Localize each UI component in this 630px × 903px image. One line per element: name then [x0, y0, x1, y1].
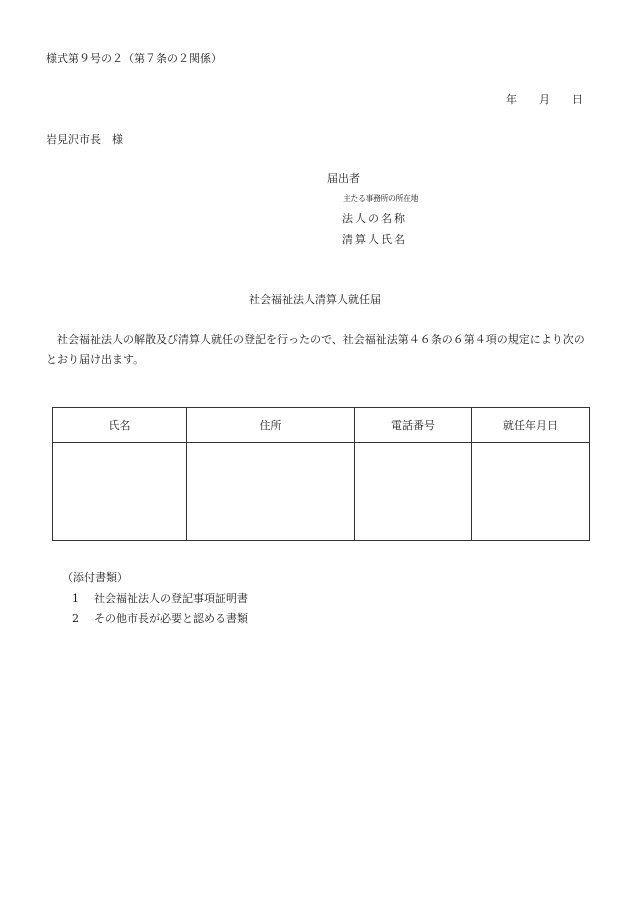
- cell-name[interactable]: [53, 443, 187, 541]
- addressee: 岩見沢市長 様: [46, 133, 123, 146]
- form-number: 様式第９号の２（第７条の２関係）: [46, 52, 222, 65]
- corporation-name-label: 法人の名称: [342, 212, 407, 225]
- liquidator-table: [52, 407, 590, 541]
- date-line: [506, 91, 583, 107]
- header-appointment-date: 就任年月日: [472, 408, 590, 443]
- attachment-text: その他市長が必要と認める書類: [94, 612, 248, 625]
- header-name: 氏名: [53, 408, 187, 443]
- attachments-heading: （添付書類）: [62, 571, 128, 584]
- attachment-item: [72, 610, 248, 626]
- header-phone: 電話番号: [355, 408, 472, 443]
- body-text: 社会福祉法人の解散及び清算人就任の登記を行ったので、社会福祉法第４６条の６第４項の規定により次のとおり届け出ます。: [46, 333, 585, 366]
- attachment-number: 2: [72, 612, 79, 625]
- table-row: [53, 443, 590, 541]
- date-year-label: 年: [506, 93, 517, 106]
- liquidator-name-label: 清算人氏名: [342, 233, 407, 246]
- table-header-row: [53, 408, 590, 443]
- attachment-item: [72, 590, 248, 606]
- cell-appointment-date[interactable]: [472, 443, 590, 541]
- office-address-label: 主たる事務所の所在地: [343, 194, 418, 203]
- cell-phone[interactable]: [355, 443, 472, 541]
- header-address: 住所: [187, 408, 355, 443]
- notifier-label: 届出者: [327, 172, 360, 185]
- date-day-label: 日: [572, 93, 583, 106]
- attachment-text: 社会福祉法人の登記事項証明書: [94, 592, 248, 605]
- attachment-number: 1: [72, 592, 79, 605]
- cell-address[interactable]: [187, 443, 355, 541]
- document-title: 社会福祉法人清算人就任届: [249, 293, 381, 306]
- date-month-label: 月: [539, 93, 550, 106]
